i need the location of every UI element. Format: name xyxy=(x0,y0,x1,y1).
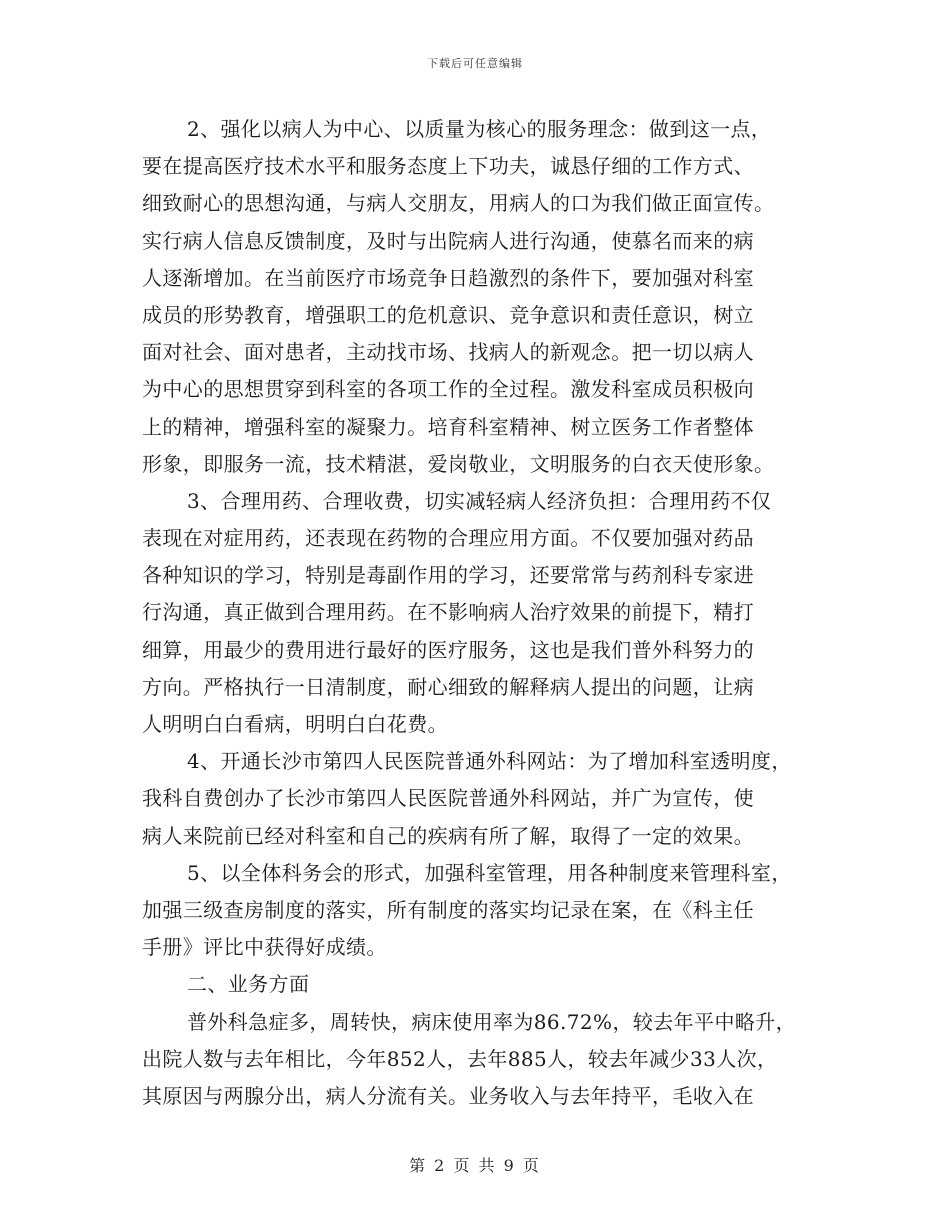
text-line: 4、开通长沙市第四人民医院普通外科网站：为了增加科室透明度， xyxy=(187,749,792,774)
text-line: 成员的形势教育，增强职工的危机意识、竞争意识和责任意识，树立 xyxy=(142,302,754,327)
text-line: 要在提高医疗技术水平和服务态度上下功夫，诚恳仔细的工作方式、 xyxy=(142,154,754,179)
text-line: 形象，即服务一流，技术精湛，爱岗敬业，文明服务的白衣天使形象。 xyxy=(142,451,775,476)
text-line: 各种知识的学习，特别是毒副作用的学习，还要常常与药剂科专家进 xyxy=(142,563,754,588)
text-line: 加强三级查房制度的落实，所有制度的落实均记录在案，在《科主任 xyxy=(142,897,754,922)
text-line: 细算，用最少的费用进行最好的医疗服务，这也是我们普外科努力的 xyxy=(142,637,754,662)
text-line: 实行病人信息反馈制度，及时与出院病人进行沟通，使慕名而来的病 xyxy=(142,228,754,253)
text-line: 病人来院前已经对科室和自己的疾病有所了解，取得了一定的效果。 xyxy=(142,823,754,848)
document-body xyxy=(142,111,822,1115)
text-line: 人逐渐增加。在当前医疗市场竞争日趋激烈的条件下，要加强对科室 xyxy=(142,265,754,290)
text-line: 其原因与两腺分出，病人分流有关。业务收入与去年持平，毛收入在 xyxy=(142,1083,754,1108)
text-line: 我科自费创办了长沙市第四人民医院普通外科网站，并广为宣传，使 xyxy=(142,786,754,811)
text-line: 方向。严格执行一日清制度，耐心细致的解释病人提出的问题，让病 xyxy=(142,674,754,699)
page-header: 下载后可任意编辑 xyxy=(427,57,523,70)
text-line: 出院人数与去年相比，今年852人，去年885人，较去年减少33人次， xyxy=(142,1046,778,1071)
text-line: 2、强化以病人为中心、以质量为核心的服务理念：做到这一点， xyxy=(187,117,772,141)
text-line: 为中心的思想贯穿到科室的各项工作的全过程。激发科室成员积极向 xyxy=(142,377,754,402)
text-line: 行沟通，真正做到合理用药。在不影响病人治疗效果的前提下，精打 xyxy=(142,600,754,625)
text-line: 细致耐心的思想沟通，与病人交朋友，用病人的口为我们做正面宣传。 xyxy=(142,191,775,216)
page-number-footer: 第 2 页 共 9 页 xyxy=(409,1156,541,1175)
text-line: 上的精神，增强科室的凝聚力。培育科室精神、树立医务工作者整体 xyxy=(142,414,754,439)
text-line: 手册》评比中获得好成绩。 xyxy=(142,935,387,960)
text-line: 二、业务方面 xyxy=(187,972,310,997)
text-line: 普外科急症多，周转快，病床使用率为86.72%，较去年平中略升， xyxy=(187,1009,797,1034)
text-line: 表现在对症用药，还表现在药物的合理应用方面。不仅要加强对药品 xyxy=(142,526,754,551)
text-line: 面对社会、面对患者，主动找市场、找病人的新观念。把一切以病人 xyxy=(142,340,754,365)
text-line: 3、合理用药、合理收费，切实减轻病人经济负担：合理用药不仅 xyxy=(187,488,772,513)
text-line: 5、以全体科务会的形式，加强科室管理，用各种制度来管理科室， xyxy=(187,860,792,885)
text-line: 人明明白白看病，明明白白花费。 xyxy=(142,712,448,736)
